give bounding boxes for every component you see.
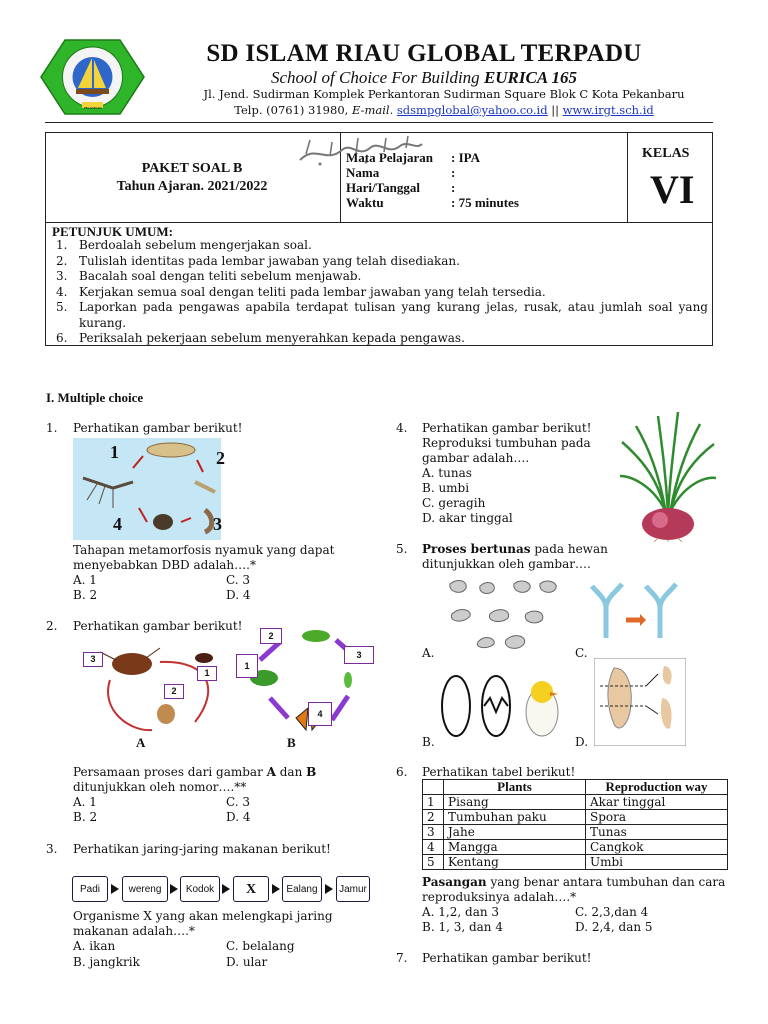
header-divider: [45, 122, 713, 123]
q2b-label-3: 3: [344, 646, 374, 664]
website-link[interactable]: www.irgt.sch.id: [562, 103, 654, 117]
q1-number: 1.: [46, 421, 58, 435]
q3-option-a[interactable]: A. ikan: [73, 939, 116, 953]
email-link[interactable]: sdsmpglobal@yahoo.co.id: [396, 103, 548, 117]
school-address: Jl. Jend. Sudirman Komplek Perkantoran Sudirman Square Blok C Kota Pekanbaru: [203, 87, 685, 101]
phone-text: Telp. (0761) 31980,: [234, 103, 352, 117]
q6-number: 6.: [396, 765, 408, 779]
field-label-time: Waktu: [346, 195, 384, 210]
field-value-date: :: [451, 180, 456, 195]
chain-arrow-icon: [272, 884, 280, 894]
q3-option-d[interactable]: D. ular: [226, 955, 268, 969]
school-contact: [60, 103, 768, 117]
chain-arrow-icon: [111, 884, 119, 894]
rule-item: 6. Periksalah pekerjaan sebelum menyerahkan kepada pengawas.: [56, 331, 465, 345]
q5-option-c-image: [586, 578, 684, 648]
q1-option-b[interactable]: B. 2: [73, 588, 98, 602]
q2-butterfly-cycle-image: [236, 626, 374, 738]
q2-prompt: Perhatikan gambar berikut!: [73, 619, 243, 633]
tagline-text: School of Choice For Building: [270, 68, 484, 87]
q5-option-a-image: [442, 574, 562, 656]
q2b-label-4: 4: [308, 702, 332, 726]
chain-box-padi: Padi: [72, 876, 108, 902]
chain-arrow-icon: [170, 884, 178, 894]
q4-option-a[interactable]: A. tunas: [422, 466, 472, 480]
table-row: 2 Tumbuhan paku Spora: [423, 810, 728, 825]
q4-option-d[interactable]: D. akar tinggal: [422, 511, 513, 525]
q2-caption-b: B: [287, 735, 296, 750]
logo-caption: PEKANBARU: [83, 106, 103, 110]
q1-label-2: 2: [216, 448, 225, 468]
q3-prompt: Perhatikan jaring-jaring makanan berikut!: [73, 842, 331, 856]
q5-option-b[interactable]: B.: [422, 735, 435, 749]
section-title: I. Multiple choice: [46, 390, 144, 405]
email-label: E-mail.: [351, 103, 394, 117]
chain-arrow-icon: [325, 884, 333, 894]
q6-option-a[interactable]: A. 1,2, dan 3: [422, 905, 500, 919]
q2-option-d[interactable]: D. 4: [226, 810, 251, 824]
q1-text-2: menyebabkan DBD adalah….*: [73, 558, 256, 572]
q3-option-c[interactable]: C. belalang: [226, 939, 295, 953]
q2-caption-a: A: [136, 735, 146, 750]
kelas-label: KELAS: [642, 146, 690, 161]
q1-option-a[interactable]: A. 1: [73, 573, 97, 587]
field-value-name: :: [451, 165, 456, 180]
chain-box-x: X: [233, 876, 269, 902]
q5-option-d-image: [594, 658, 686, 746]
exam-fields: [346, 150, 519, 210]
rule-item: 5. Laporkan pada pengawas apabila terdapat tulisan yang kurang jelas, rusak, atau jumlah soal yang kurang.: [56, 300, 708, 330]
q2-option-a[interactable]: A. 1: [73, 795, 97, 809]
chain-box-kodok: Kodok: [180, 876, 220, 902]
q6-option-b[interactable]: B. 1, 3, dan 4: [422, 920, 503, 934]
chain-arrow-icon: [222, 884, 230, 894]
school-tagline: [40, 68, 768, 88]
table-header-row: [423, 780, 728, 795]
q1-option-d[interactable]: D. 4: [226, 588, 251, 602]
link-separator: ||: [551, 103, 560, 117]
field-label-name: Nama: [346, 165, 380, 180]
field-label-subject: Mata Pelajaran: [346, 150, 434, 165]
chain-box-jamur: Jamur: [336, 876, 370, 902]
chain-box-wereng: wereng: [122, 876, 168, 902]
q1-label-3: 3: [213, 514, 222, 534]
paket-label: PAKET SOAL B: [141, 161, 243, 176]
q3-text-1: Organisme X yang akan melengkapi jaring: [73, 909, 333, 923]
q1-label-1: 1: [110, 442, 119, 462]
chain-box-elang: Ealang: [282, 876, 322, 902]
q2b-label-2: 2: [260, 628, 282, 644]
q5-line-1: Proses bertunas pada hewan: [422, 542, 608, 556]
paket-title: [47, 160, 337, 196]
q6-text-1: Pasangan yang benar antara tumbuhan dan cara: [422, 875, 726, 889]
q5-option-d[interactable]: D.: [575, 735, 589, 749]
q2a-label-2: 2: [164, 684, 184, 699]
q4-line-1: Perhatikan gambar berikut!: [422, 421, 592, 435]
q5-option-b-image: [438, 668, 568, 740]
school-year: Tahun Ajaran. 2021/2022: [116, 179, 268, 194]
table-row: 1 Pisang Akar tinggal: [423, 795, 728, 810]
rule-item: 4. Kerjakan semua soal dengan teliti pada lembar jawaban yang telah tersedia.: [56, 284, 546, 299]
q7-prompt: Perhatikan gambar berikut!: [422, 951, 592, 965]
rule-item: 3. Bacalah soal dengan teliti sebelum menjawab.: [56, 269, 362, 283]
q6-option-d[interactable]: D. 2,4, dan 5: [575, 920, 653, 934]
q1-mosquito-cycle-image: [73, 438, 225, 540]
rules-list: [52, 238, 708, 347]
field-label-date: Hari/Tanggal: [346, 180, 420, 195]
q2a-label-1: 1: [197, 666, 217, 681]
q4-option-b[interactable]: B. umbi: [422, 481, 470, 495]
table-row: 3 Jahe Tunas: [423, 825, 728, 840]
table-header-plants: Plants: [444, 780, 586, 795]
rule-item: 1. Berdoalah sebelum mengerjakan soal.: [56, 238, 312, 252]
q2-option-b[interactable]: B. 2: [73, 810, 98, 824]
q5-option-a[interactable]: A.: [422, 646, 435, 660]
reproduction-table: [422, 779, 728, 870]
q6-prompt: Perhatikan tabel berikut!: [422, 765, 576, 779]
rules-title: PETUNJUK UMUM:: [52, 224, 173, 239]
table-row: 4 Mangga Cangkok: [423, 840, 728, 855]
q5-option-c[interactable]: C.: [575, 646, 588, 660]
q1-label-4: 4: [113, 514, 122, 534]
q4-line-3: gambar adalah….: [422, 451, 530, 465]
field-value-subject: : IPA: [451, 150, 481, 165]
q5-number: 5.: [396, 542, 408, 556]
q2a-label-3: 3: [83, 652, 103, 667]
rule-item: 2. Tulislah identitas pada lembar jawaban yang telah disediakan.: [56, 253, 460, 268]
q2-text-2: ditunjukkan oleh nomor….**: [73, 780, 247, 794]
q3-text-2: makanan adalah….*: [73, 924, 195, 938]
q1-prompt: Perhatikan gambar berikut!: [73, 421, 243, 435]
q4-shallot-plant-image: [618, 406, 718, 542]
q6-option-c[interactable]: C. 2,3,dan 4: [575, 905, 649, 919]
q2-text-1: Persamaan proses dari gambar A dan B: [73, 765, 317, 779]
q5-line-2: ditunjukkan oleh gambar….: [422, 557, 591, 571]
q2-number: 2.: [46, 619, 58, 633]
q3-number: 3.: [46, 842, 58, 856]
field-value-time: : 75 minutes: [451, 195, 519, 210]
q2-cockroach-cycle-image: [80, 640, 230, 740]
table-row: 5 Kentang Umbi: [423, 855, 728, 870]
q4-number: 4.: [396, 421, 408, 435]
q6-text-2: reproduksinya adalah….*: [422, 890, 577, 904]
kelas-value: VI: [650, 167, 695, 212]
school-name: SD ISLAM RIAU GLOBAL TERPADU: [206, 40, 642, 67]
tagline-brand: EURICA 165: [483, 68, 577, 87]
q1-option-c[interactable]: C. 3: [226, 573, 251, 587]
q4-option-c[interactable]: C. geragih: [422, 496, 486, 510]
q4-line-2: Reproduksi tumbuhan pada: [422, 436, 591, 450]
q2-option-c[interactable]: C. 3: [226, 795, 251, 809]
q3-option-b[interactable]: B. jangkrik: [73, 955, 140, 969]
q1-text-1: Tahapan metamorfosis nyamuk yang dapat: [73, 543, 335, 557]
table-header-reproduction: Reproduction way: [586, 780, 728, 795]
q2b-label-1: 1: [236, 654, 258, 678]
q7-number: 7.: [396, 951, 408, 965]
